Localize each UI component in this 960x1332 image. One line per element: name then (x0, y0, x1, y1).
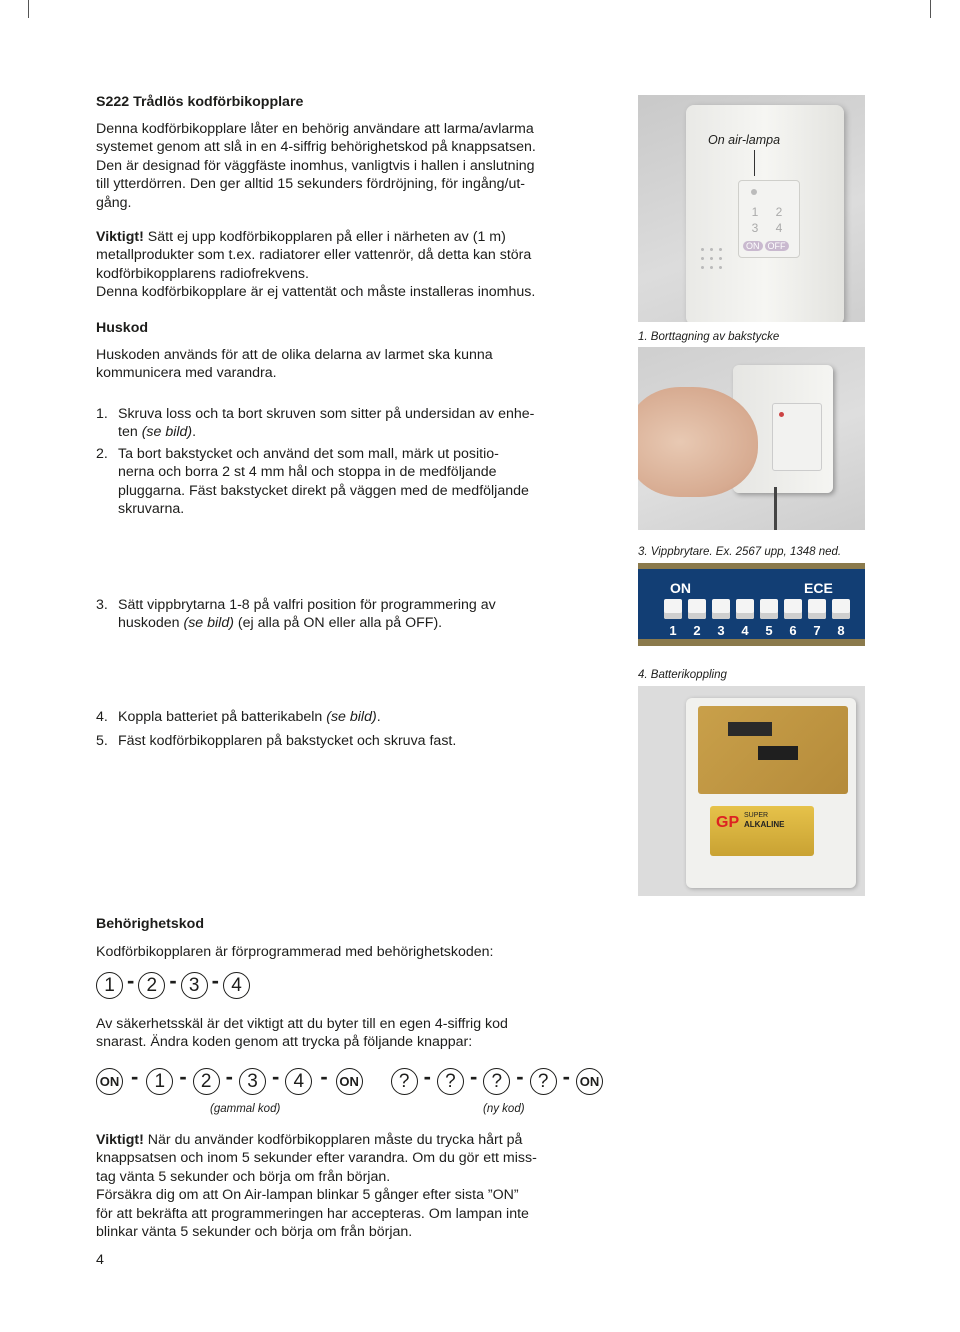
step-line: Koppla batteriet på batterikabeln (118, 709, 327, 725)
code-digit: 4 (285, 1068, 312, 1095)
important-paragraph-2 (96, 1131, 616, 1241)
behorighetskod-paragraph (96, 1015, 616, 1052)
step-line: Skruva loss och ta bort skruven som sitter på undersidan av enhe- (118, 406, 535, 422)
code-dash: - (320, 1063, 328, 1089)
on-air-lamp-icon (779, 412, 784, 417)
step-2 (96, 445, 616, 519)
dip-number: 5 (765, 623, 773, 638)
code-dash: - (225, 1063, 233, 1089)
keypad-key-3: 3 (751, 221, 759, 235)
on-air-lamp-icon (751, 189, 757, 195)
important-line: Sätt ej upp kodförbikopplaren på eller i närheten av (1 m) (143, 229, 506, 245)
step-line: nerna och borra 2 st 4 mm hål och stoppa in de medföljande (118, 464, 497, 481)
keypad-panel (738, 180, 800, 258)
keypad-key-4: 4 (775, 221, 783, 235)
dip-switch (736, 599, 754, 619)
dip-number: 3 (717, 623, 725, 638)
dip-number: 6 (789, 623, 797, 638)
keypad-key-2: 2 (775, 205, 783, 219)
step-punct: . (192, 424, 197, 441)
intro-line: Denna kodförbikopplare låter en behörig användare att larma/avlarma (96, 121, 534, 137)
code-digit: 1 (96, 972, 123, 999)
intro-line: systemet genom att slå in en 4-siffrig behörighetskod på knappsatsen. (96, 139, 536, 156)
important-paragraph (96, 228, 616, 302)
keypad-key-1: 1 (751, 205, 759, 219)
huskod-heading: Huskod (96, 320, 149, 336)
step-line: Sätt vippbrytarna 1-8 på valfri position för programmering av (118, 597, 496, 613)
step-number: 5. (96, 733, 108, 749)
dip-switch (760, 599, 778, 619)
important-line: tag vänta 5 sekunder och börja om från början. (96, 1168, 391, 1185)
step-line: (ej alla på ON eller alla på OFF). (233, 615, 443, 632)
dip-switch (784, 599, 802, 619)
dip-switch (712, 599, 730, 619)
step-line: pluggarna. Fäst bakstycket direkt på väggen med de medföljande (118, 482, 529, 499)
important-line: Denna kodförbikopplare är ej vattentät och måste installeras inomhus. (96, 284, 536, 301)
code-new-digit: ? (483, 1068, 510, 1095)
change-code-sequence (96, 1063, 603, 1095)
code-dash: - (211, 967, 219, 993)
keypad-vent-dots (698, 245, 726, 269)
hand (638, 387, 758, 497)
key-on: ON (576, 1068, 603, 1095)
see-figure-ref: (se bild) (326, 709, 377, 725)
intro-line: Den är designad för väggfäste inomhus, vanligtvis i hallen i anslutning (96, 157, 535, 174)
important-line: kodförbikopplarens radiofrekvens. (96, 265, 309, 282)
step-4 (96, 708, 616, 726)
key-on: ON (96, 1068, 123, 1095)
important-line: När du använder kodförbikopplaren måste du trycka hårt på (143, 1132, 523, 1148)
page-number: 4 (96, 1252, 104, 1268)
intro-line: till ytterdörren. Den ger alltid 15 sekunders fördröjning, för ingång/ut- (96, 176, 526, 193)
battery (710, 806, 814, 856)
behorighetskod-line: snarast. Ändra koden genom att trycka på följande knappar: (96, 1034, 473, 1051)
important-line: knappsatsen och inom 5 sekunder efter varandra. Om du gör ett miss- (96, 1150, 537, 1167)
code-new-digit: ? (437, 1068, 464, 1095)
important-line: för att bekräfta att programmeringen har accepteras. Om lampan inte (96, 1205, 529, 1222)
huskod-line: kommunicera med varandra. (96, 365, 277, 382)
step-1 (96, 405, 616, 442)
code-dash: - (169, 967, 177, 993)
dip-switch-row (664, 599, 850, 619)
important-line: metallprodukter som t.ex. radiatorer eller vattenrör, då detta kan störa (96, 247, 532, 264)
photo-dip-switches (638, 563, 865, 646)
key-on: ON (336, 1068, 363, 1095)
behorighetskod-intro: Kodförbikopplaren är förprogrammerad med behörighetskoden: (96, 944, 494, 960)
behorighetskod-line: Av säkerhetsskäl är det viktigt att du byter till en egen 4-siffrig kod (96, 1016, 508, 1032)
important-line: Försäkra dig om att On Air-lampan blinkar 5 gånger efter sista ”ON” (96, 1187, 519, 1204)
dip-number: 2 (693, 623, 701, 638)
step-line: skruvarna. (118, 501, 185, 518)
dip-on-label: ON (670, 580, 691, 596)
code-dash: - (469, 1063, 478, 1089)
step-number: 2. (96, 446, 108, 462)
dip-number: 8 (837, 623, 845, 638)
on-air-lamp-label: On air-lampa (708, 133, 781, 147)
code-dash: - (562, 1063, 570, 1089)
code-digit: 3 (239, 1068, 266, 1095)
old-code-label: (gammal kod) (210, 1103, 281, 1115)
new-code-label: (ny kod) (483, 1103, 525, 1115)
important-line: blinkar vänta 5 sekunder och börja om från början. (96, 1224, 413, 1241)
huskod-paragraph (96, 346, 616, 383)
keypad-off-key: OFF (765, 241, 789, 251)
battery-small-label: SUPER (744, 812, 769, 819)
page-title: S222 Trådlös kodförbikopplare (96, 94, 304, 110)
intro-paragraph (96, 120, 616, 212)
photo-battery-connection (638, 686, 865, 896)
code-digit: 1 (146, 1068, 173, 1095)
keypad-panel (772, 403, 822, 471)
dip-number: 1 (669, 623, 677, 638)
step-number: 3. (96, 597, 108, 613)
code-dash: - (179, 1063, 187, 1089)
caption-photo-1: 1. Borttagning av bakstycke (638, 331, 780, 343)
see-figure-ref: (se bild) (141, 424, 193, 441)
dip-brand-label: ECE (804, 580, 833, 596)
code-digit: 4 (223, 972, 250, 999)
code-digit: 2 (193, 1068, 220, 1095)
step-3 (96, 596, 616, 633)
on-air-lamp-line (754, 150, 755, 176)
step-line: ten (118, 424, 138, 441)
see-figure-ref: (se bild) (183, 615, 234, 632)
caption-photo-3: 3. Vippbrytare. Ex. 2567 upp, 1348 ned. (638, 546, 842, 558)
dip-switch (688, 599, 706, 619)
step-line: Ta bort bakstycket och använd det som mall, märk ut positio- (118, 446, 499, 462)
code-dash: - (131, 1063, 139, 1089)
step-line: Fäst kodförbikopplaren på bakstycket och skruva fast. (118, 733, 457, 749)
ic-chip (758, 746, 798, 760)
crop-mark-right (930, 0, 931, 18)
code-new-digit: ? (530, 1068, 557, 1095)
important-label: Viktigt! (96, 229, 144, 245)
dip-number: 7 (813, 623, 821, 638)
battery-brand: GP (716, 814, 740, 831)
code-dash: - (271, 1063, 280, 1089)
code-dash: - (423, 1063, 431, 1089)
crop-mark-left (28, 0, 29, 18)
dip-switch (808, 599, 826, 619)
dip-switch (664, 599, 682, 619)
code-digit: 3 (181, 972, 208, 999)
step-punct: . (376, 709, 381, 725)
important-label: Viktigt! (96, 1132, 144, 1148)
photo-hand-removing-backplate (638, 347, 865, 530)
step-number: 4. (96, 709, 108, 725)
keypad-on-key: ON (743, 241, 763, 251)
dip-switch-chip (728, 722, 772, 736)
code-dash: - (127, 967, 135, 993)
dip-number: 4 (741, 623, 749, 638)
caption-photo-4: 4. Batterikoppling (638, 669, 727, 681)
screwdriver (774, 487, 777, 530)
default-code-sequence (96, 967, 250, 999)
code-new-digit: ? (391, 1068, 418, 1095)
photo-keypad-front (638, 95, 865, 322)
battery-name: ALKALINE (744, 820, 785, 829)
step-5 (96, 732, 616, 750)
code-dash: - (516, 1063, 524, 1089)
huskod-line: Huskoden används för att de olika delarna av larmet ska kunna (96, 347, 493, 363)
behorighetskod-heading: Behörighetskod (96, 916, 204, 932)
step-line: huskoden (118, 615, 184, 632)
code-digit: 2 (138, 972, 165, 999)
intro-line: gång. (96, 194, 132, 211)
dip-number-row (664, 623, 850, 638)
step-number: 1. (96, 406, 108, 422)
dip-switch (832, 599, 850, 619)
